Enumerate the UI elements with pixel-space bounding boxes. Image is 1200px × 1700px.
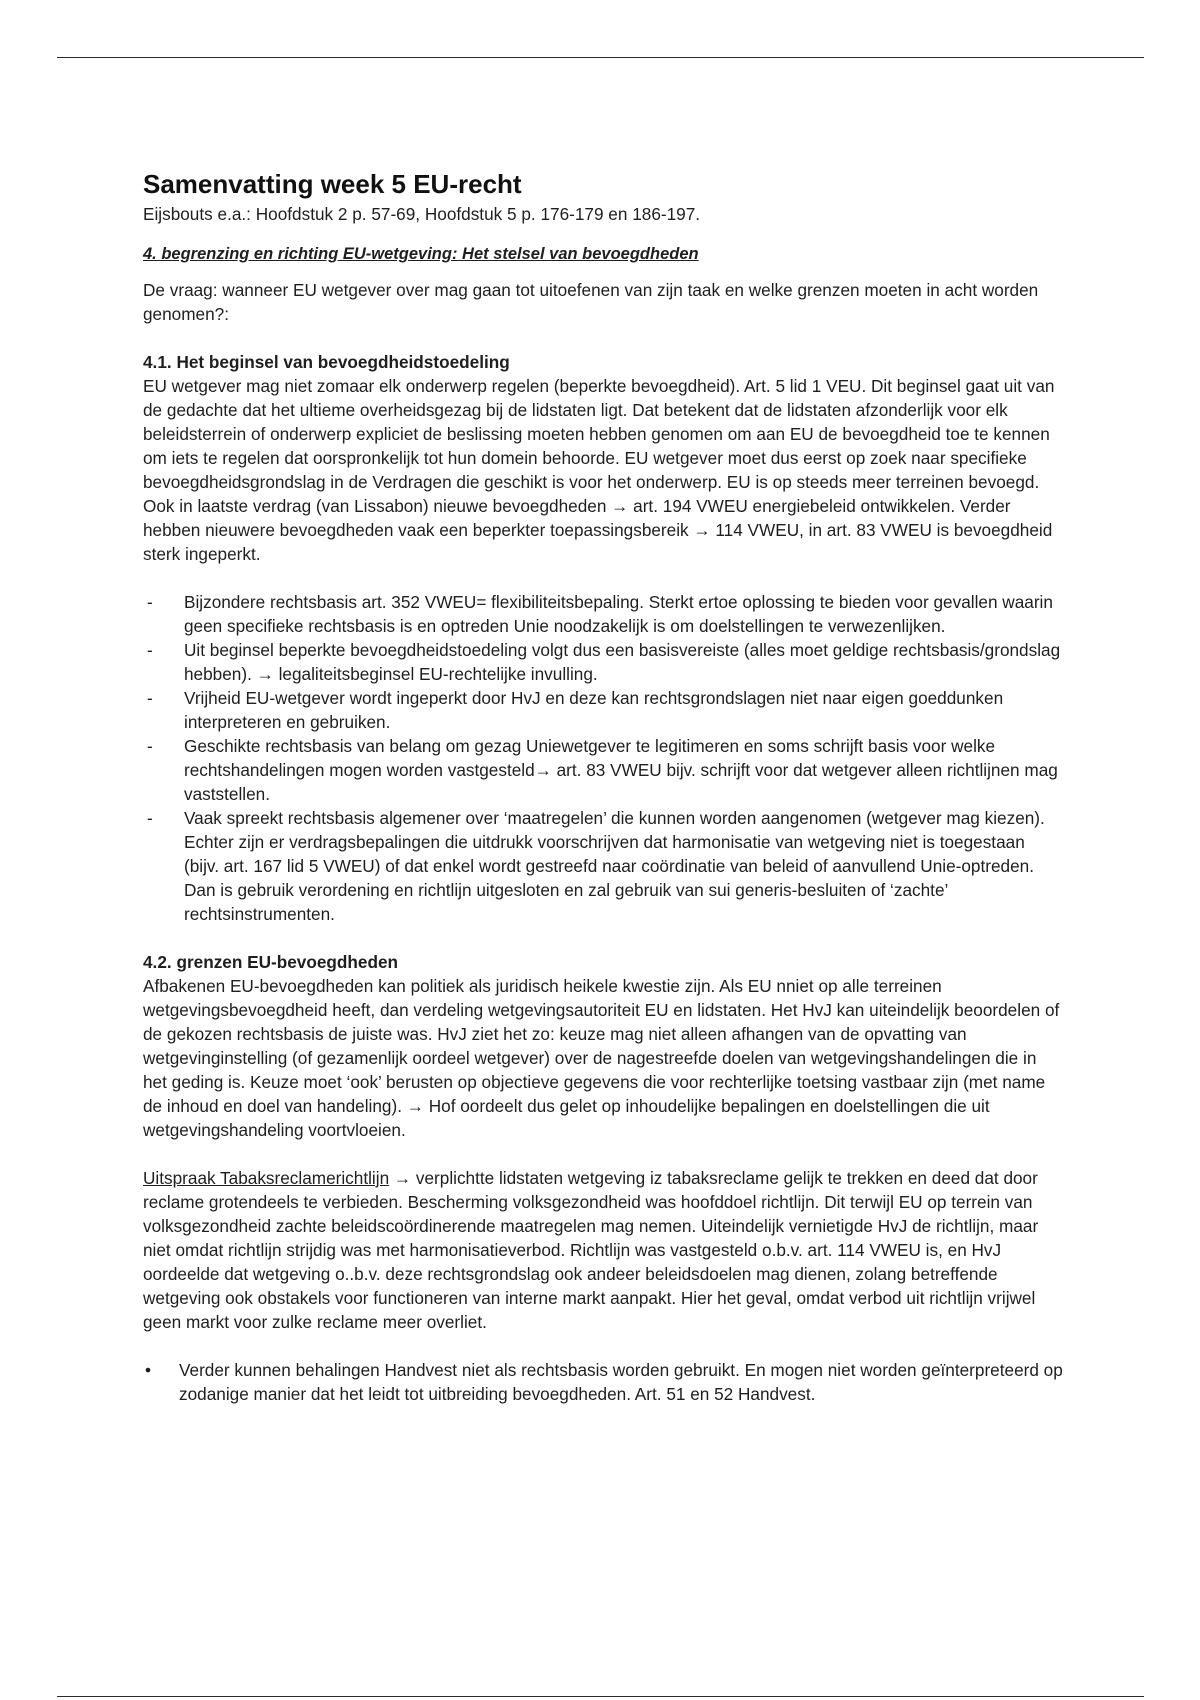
section-4-1-body: EU wetgever mag niet zomaar elk onderwerp regelen (beperkte bevoegdheid). Art. 5 lid 1 VEU. Dit beginsel gaat uit van de gedachte dat het ultieme overheidsgezag bij de lidstaten ligt. Dat betekent dat de lidstaten afzonderlijk voor elk beleidsterrein of onderwerp expliciet de beslissing moeten hebben genomen om aan EU de bevoegdheid toe te kennen om iets te regelen dat oorspronkelijk tot hun domein behoorde. EU wetgever moet dus eerst op zoek naar specifieke bevoegdheidsgrondslag in de Verdragen die geschikt is voor het onderwerp. EU is op steeds meer terreinen bevoegd. Ook in laatste verdrag (van Lissabon) nieuwe bevoegdheden → art. 194 VWEU energiebeleid ontwikkelen. Verder hebben nieuwere bevoegdheden vaak een beperkter toepassingsbereik → 114 VWEU, in art. 83 VWEU is bevoegdheid sterk ingeperkt. (143, 376, 1055, 564)
document-title: Samenvatting week 5 EU-recht (143, 169, 522, 199)
section-4-2-heading: 4.2. grenzen EU-bevoegdheden (143, 952, 399, 972)
list-item: - Bijzondere rechtsbasis art. 352 VWEU= flexibiliteitsbepaling. Sterkt ertoe oplossing te bieden voor gevallen waarin geen specifieke rechtsbasis is en optreden Unie noodzakelijk is om doelstellingen te verwezenlijken. (143, 590, 1063, 638)
case-body: → verplichtte lidstaten wetgeving iz tabaksreclame gelijk te trekken en deed dat door reclame grotendeels te verbieden. Bescherming volksgezondheid was hoofddoel richtlijn. Dit terwijl EU op terrein van volksgezondheid zachte beleidscoördinerende maatregelen mag nemen. Uiteindelijk vernietigde HvJ de richtlijn, maar niet omdat richtlijn strijdig was met harmonisatieverbod. Richtlijn was vastgesteld o.b.v. art. 114 VWEU is, en HvJ oordeelde dat wetgeving o..b.v. deze rechtsgrondslag ook andeer beleidsdoelen mag dienen, zolang betreffende wetgeving ook obstakels voor functioneren van interne markt aanpakt. Hier het geval, omdat verbod uit richtlijn vrijwel geen markt voor zulke reclame meer overliet. (143, 1168, 1039, 1332)
footer-rule (57, 1696, 1144, 1697)
list-item: - Vrijheid EU-wetgever wordt ingeperkt door HvJ en deze kan rechtsgrondslagen niet naar eigen goeddunken interpreteren en gebruiken. (143, 686, 1063, 734)
case-title: Uitspraak Tabaksreclamerichtlijn (143, 1168, 390, 1188)
section-4-1-heading: 4.1. Het beginsel van bevoegdheidstoedeling (143, 352, 510, 372)
section-4-2-bullet-list (143, 1358, 1063, 1406)
header-rule (57, 57, 1144, 58)
list-item: - Vaak spreekt rechtsbasis algemener over ‘maatregelen’ die kunnen worden aangenomen (wetgever mag kiezen). Echter zijn er verdragsbepalingen die uitdrukk voorschrijven dat harmonisatie van wetgeving niet is toegestaan (bijv. art. 167 lid 5 VWEU) of dat enkel wordt gestreefd naar coördinatie van beleid of aanvullend Unie-optreden. Dan is gebruik verordening en richtlijn uitgesloten en zal gebruik van sui generis-besluiten of ‘zachte’ rechtsinstrumenten. (143, 806, 1063, 926)
section-4-1-dash-list (143, 590, 1063, 926)
list-item: - Geschikte rechtsbasis van belang om gezag Uniewetgever te legitimeren en soms schrijft basis voor welke rechtshandelingen mogen worden vastgesteld→ art. 83 VWEU bijv. schrijft voor dat wetgever alleen richtlijnen mag vaststellen. (143, 734, 1063, 806)
case-paragraph (143, 1166, 1063, 1334)
chapter-heading: 4. begrenzing en richting EU-wetgeving: Het stelsel van bevoegdheden (143, 245, 699, 263)
intro-paragraph: De vraag: wanneer EU wetgever over mag gaan tot uitoefenen van zijn taak en welke grenzen moeten in acht worden genomen?: (143, 280, 1039, 324)
list-item: - Uit beginsel beperkte bevoegdheidstoedeling volgt dus een basisvereiste (alles moet geldige rechtsbasis/grondslag hebben). → legaliteitsbeginsel EU-rechtelijke invulling. (143, 638, 1063, 686)
section-4-2-body: Afbakenen EU-bevoegdheden kan politiek als juridisch heikele kwestie zijn. Als EU nniet op alle terreinen wetgevingsbevoegdheid heeft, dan verdeling wetgevingsautoriteit EU en lidstaten. Het HvJ kan uiteindelijk beoordelen of de gekozen rechtsbasis de juiste was. HvJ ziet het zo: keuze mag niet alleen afhangen van de opvatting van wetgevinginstelling (of gezamenlijk oordeel wetgever) over de nagestreefde doelen van wetgevingshandelingen die in het geding is. Keuze moet ‘ook’ berusten op objectieve gegevens die voor rechterlijke toetsing vastbaar zijn (met name de inhoud en doel van handeling). → Hof oordeelt dus gelet op inhoudelijke bepalingen en doelstellingen die uit wetgevingshandeling voortvloeien. (143, 976, 1060, 1140)
document-body (143, 168, 1063, 1406)
list-item: • Verder kunnen behalingen Handvest niet als rechtsbasis worden gebruikt. En mogen niet worden geïnterpreteerd op zodanige manier dat het leidt tot uitbreiding bevoegdheden. Art. 51 en 52 Handvest. (143, 1358, 1063, 1406)
document-subtitle: Eijsbouts e.a.: Hoofdstuk 2 p. 57-69, Hoofdstuk 5 p. 176-179 en 186-197. (143, 204, 701, 224)
